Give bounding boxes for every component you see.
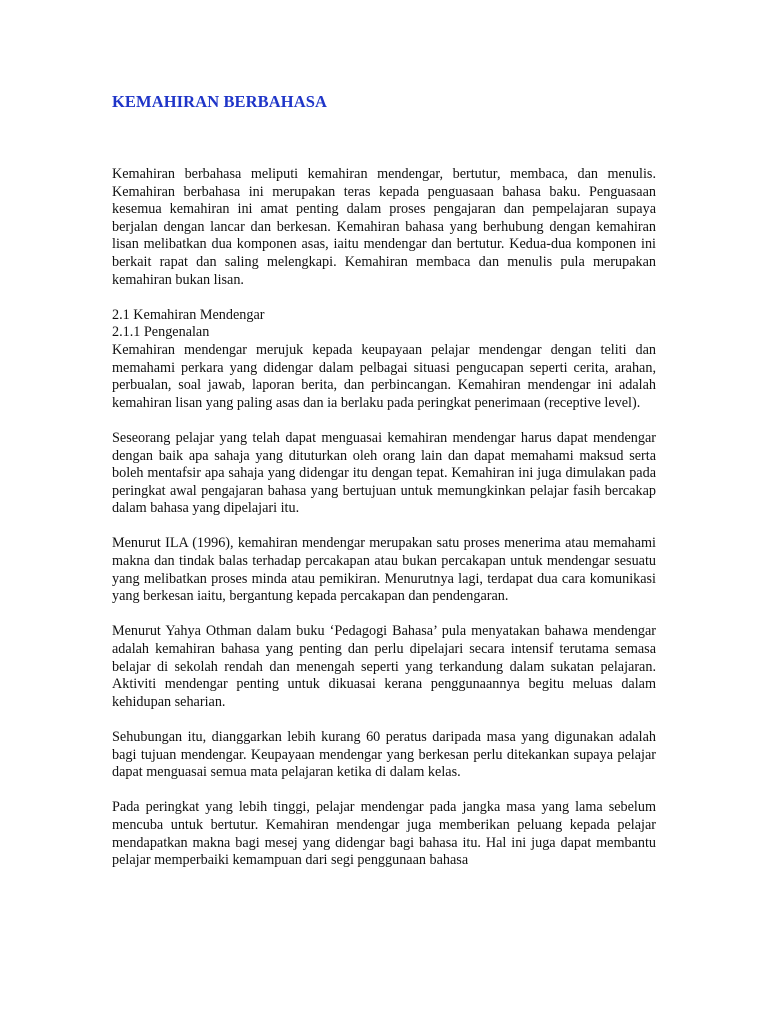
section-heading: 2.1 Kemahiran Mendengar <box>112 306 265 323</box>
document-title: KEMAHIRAN BERBAHASA <box>112 92 328 111</box>
paragraph-5: Sehubungan itu, dianggarkan lebih kurang 60 peratus daripada masa yang digunakan adalah bagi tujuan mendengar. Keupayaan mendengar yang berkesan perlu ditekankan supaya pelajar dapat menguasai semua mata pelajaran ketika di dalam kelas. <box>112 729 656 781</box>
paragraph-2: Seseorang pelajar yang telah dapat menguasai kemahiran mendengar harus dapat mendengar dengan baik apa sahaja yang dituturkan oleh orang lain dan dapat memahami maksud serta boleh mentafsir apa sahaja yang didengar itu dengan tepat. Kemahiran ini juga dimulakan pada peringkat awal pengajaran bahasa yang bertujuan untuk memungkinkan pelajar fasih bercakap dalam bahasa yang dipelajari itu. <box>112 429 656 517</box>
document-body <box>112 166 656 870</box>
paragraph-4: Menurut Yahya Othman dalam buku ‘Pedagogi Bahasa’ pula menyatakan bahawa mendengar adalah kemahiran bahasa yang penting dan perlu dipelajari secara intensif terutama semasa belajar di sekolah rendah dan menengah seperti yang terkandung dalam sukatan pelajaran. Aktiviti mendengar penting untuk dikuasai kerana penggunaannya begitu meluas dalam kehidupan seharian. <box>112 623 656 710</box>
paragraph-1: Kemahiran mendengar merujuk kepada keupayaan pelajar mendengar dengan teliti dan memahami perkara yang didengar dalam pelbagai situasi pengucapan seperti cerita, arahan, perbualan, soal jawab, laporan berita, dan perbincangan. Kemahiran mendengar ini adalah kemahiran lisan yang paling asas dan ia berlaku pada peringkat penerimaan (receptive level). <box>112 341 656 411</box>
paragraph-3: Menurut ILA (1996), kemahiran mendengar merupakan satu proses menerima atau memahami makna dan tindak balas terhadap percakapan atau bukan percakapan untuk mendengar sesuatu yang melibatkan proses minda atau pemikiran. Menurutnya lagi, terdapat dua cara komunikasi yang berkesan iaitu, bergantung kepada percakapan dan pendengaran. <box>112 535 656 605</box>
paragraph-6: Pada peringkat yang lebih tinggi, pelajar mendengar pada jangka masa yang lama sebelum mencuba untuk bertutur. Kemahiran mendengar juga memberikan peluang kepada pelajar mendapatkan makna bagi mesej yang didengar bagi bahasa itu. Hal ini juga dapat membantu pelajar memperbaiki kemampuan dari segi penggunaan bahasa <box>112 799 656 869</box>
subsection-heading: 2.1.1 Pengenalan <box>112 324 210 341</box>
intro-paragraph: Kemahiran berbahasa meliputi kemahiran mendengar, bertutur, membaca, dan menulis. Kemahiran berbahasa ini merupakan teras kepada penguasaan bahasa baku. Penguasaan kesemua kemahiran ini amat penting dalam proses pengajaran dan pempelajaran supaya berjalan dengan lancar dan berkesan. Kemahiran bahasa yang berhubung dengan kemahiran lisan melibatkan dua komponen asas, iaitu mendengar dan bertutur. Kedua-dua komponen ini berkait rapat dan saling melengkapi. Kemahiran membaca dan menulis pula merupakan kemahiran bukan lisan. <box>112 166 656 288</box>
